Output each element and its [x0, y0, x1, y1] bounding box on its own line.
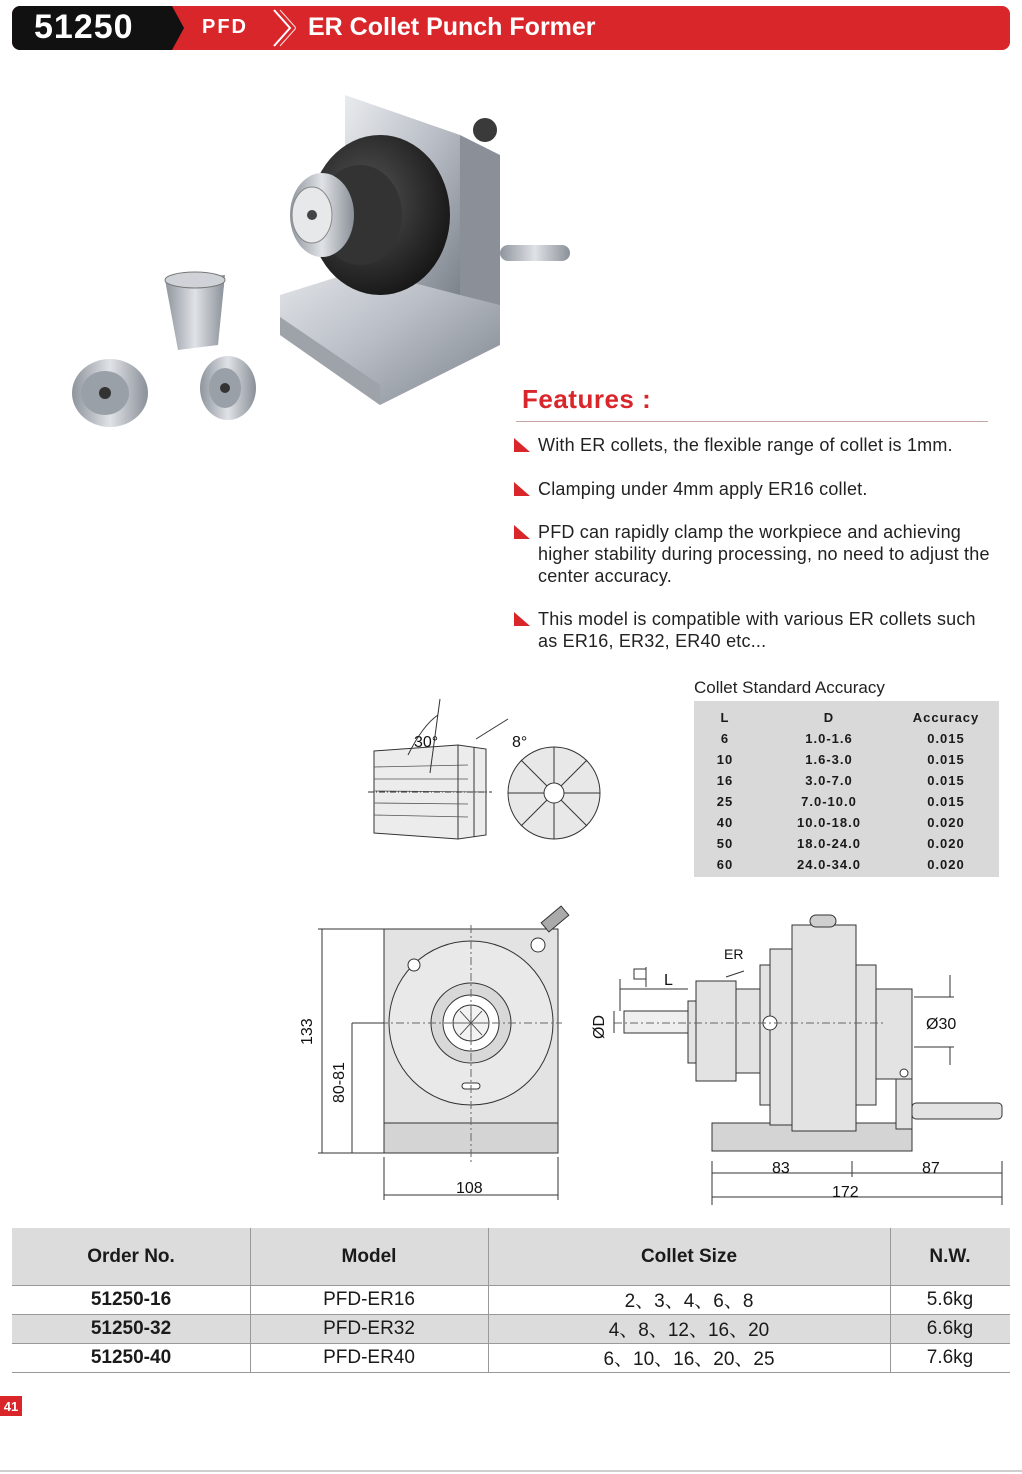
collet-2: [72, 359, 148, 427]
collet-3: [200, 356, 256, 420]
angle-30-label: 30°: [414, 734, 439, 751]
accuracy-row: 40 10.0-18.0 0.020: [716, 815, 965, 830]
header-nw: N.W.: [929, 1245, 971, 1267]
dim-133-label: 133: [299, 1018, 316, 1045]
chevron-right-icon: [270, 6, 296, 50]
page-header: [12, 6, 1010, 50]
table-row: 51250-40 PFD-ER40 6、10、16、20、25 7.6kg: [90, 1346, 974, 1370]
side-view-drawing: [584, 905, 1014, 1210]
dim-172-label: 172: [832, 1184, 859, 1201]
accuracy-row: 10 1.6-3.0 0.015: [716, 752, 965, 767]
header-collet-size: Collet Size: [640, 1245, 738, 1267]
accuracy-row: 25 7.0-10.0 0.015: [716, 794, 965, 809]
accuracy-row: 6 1.0-1.6 0.015: [720, 731, 965, 746]
accuracy-table: [694, 701, 999, 877]
feature-item: Clamping under 4mm apply ER16 collet.: [514, 478, 1014, 500]
collet-1: [165, 272, 225, 350]
angle-8-label: 8°: [512, 734, 528, 751]
accuracy-caption: Collet Standard Accuracy: [694, 678, 885, 697]
column-divider: [890, 1228, 891, 1373]
table-row: 51250-32 PFD-ER32 4、8、12、16、20 6.6kg: [12, 1314, 1010, 1343]
product-series: PFD: [202, 16, 248, 38]
dia-30-label: Ø30: [926, 1016, 957, 1033]
row-divider: [12, 1314, 1010, 1315]
triangle-bullet-icon: [514, 438, 530, 452]
dim-108-label: 108: [456, 1180, 483, 1197]
header-model: Model: [341, 1245, 397, 1267]
accuracy-row: 50 18.0-24.0 0.020: [716, 836, 965, 851]
accuracy-row: 16 3.0-7.0 0.015: [716, 773, 965, 788]
feature-item: PFD can rapidly clamp the workpiece and achieving higher stability during processing, no need to adjust the center accuracy.: [514, 521, 994, 587]
dim-80-81-label: 80-81: [331, 1062, 348, 1103]
row-divider: [12, 1343, 1010, 1344]
collet-angle-drawing: [368, 695, 612, 845]
l-label: L: [664, 972, 673, 989]
accuracy-header-row: L D Accuracy: [720, 710, 980, 725]
column-divider: [250, 1228, 251, 1373]
page-number: 41: [0, 1396, 22, 1416]
front-view-drawing: [290, 905, 590, 1205]
dim-87-label: 87: [922, 1160, 940, 1177]
triangle-bullet-icon: [514, 482, 530, 496]
dim-83-label: 83: [772, 1160, 790, 1177]
features-title: Features :: [522, 384, 652, 414]
product-photo: [60, 85, 580, 435]
product-code: 51250: [34, 8, 134, 46]
accuracy-row: 60 24.0-34.0 0.020: [716, 857, 965, 872]
features-divider: [516, 421, 988, 422]
header-order-no: Order No.: [87, 1245, 175, 1267]
od-label: ØD: [591, 1015, 608, 1039]
triangle-bullet-icon: [514, 612, 530, 626]
bottom-divider: [0, 1470, 1022, 1472]
er-label: ER: [724, 946, 744, 962]
row-divider: [12, 1372, 1010, 1373]
product-title: ER Collet Punch Former: [308, 13, 596, 41]
order-table-header: [12, 1228, 1010, 1285]
row-divider: [12, 1285, 1010, 1286]
feature-item: With ER collets, the flexible range of collet is 1mm.: [514, 434, 1014, 456]
feature-item: This model is compatible with various ER collets such as ER16, ER32, ER40 etc...: [514, 608, 994, 652]
column-divider: [488, 1228, 489, 1373]
table-row: 51250-16 PFD-ER16 2、3、4、6、8 5.6kg: [90, 1288, 974, 1312]
triangle-bullet-icon: [514, 525, 530, 539]
